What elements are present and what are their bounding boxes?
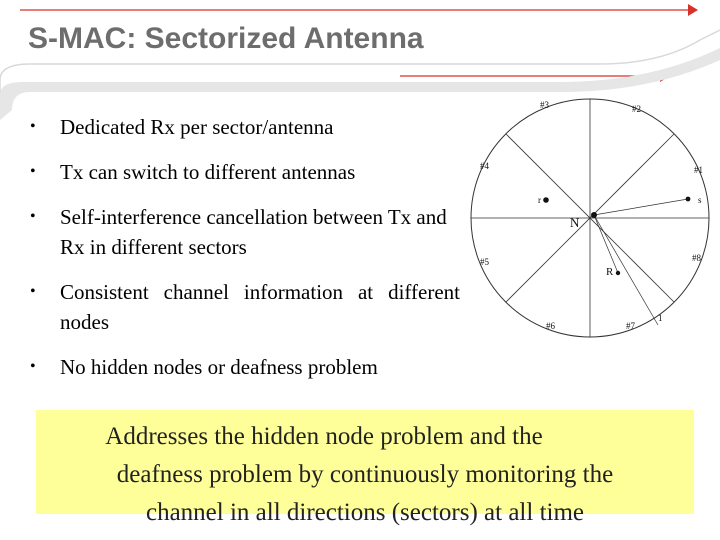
bullet-list	[30, 112, 460, 382]
signal-line	[594, 215, 658, 325]
sector-label-6: #6	[546, 321, 555, 331]
bullet-text: No hidden nodes or deafness problem	[60, 355, 378, 379]
bullet-item	[30, 352, 460, 382]
bullet-text: Self-interference cancellation between Tx and Rx in different sectors	[60, 205, 447, 259]
sector-label-3: #3	[540, 100, 549, 110]
bullet-dot: •	[30, 208, 36, 225]
label-1: 1	[658, 313, 663, 323]
node-n-dot	[591, 212, 597, 218]
bullet-text: Dedicated Rx per sector/antenna	[60, 115, 334, 139]
sector-label-8: #8	[692, 253, 701, 263]
summary-callout	[36, 410, 694, 526]
slide-title: S-MAC: Sectorized Antenna	[28, 22, 424, 55]
signal-line	[594, 215, 618, 273]
bullet-item	[30, 112, 460, 142]
header-red-arrow-top	[688, 4, 698, 16]
node-n-label: N	[570, 215, 580, 230]
node-rx-dot	[616, 271, 620, 275]
sector-label-2: #2	[632, 104, 641, 114]
bullet-item	[30, 202, 460, 262]
signal-line	[594, 199, 688, 215]
sector-label-4: #4	[480, 161, 489, 171]
bullet-dot: •	[30, 163, 36, 180]
callout-line: channel in all directions (sectors) at all time	[145, 499, 585, 526]
sectorized-antenna-diagram	[460, 95, 718, 350]
bullet-text: Consistent channel information at different nodes	[60, 280, 460, 334]
bullet-dot: •	[30, 118, 36, 135]
callout-line: Addresses the hidden node problem and the	[105, 423, 543, 450]
callout-line: deafness problem by continuously monitoring the	[116, 461, 614, 488]
bullet-dot: •	[30, 358, 36, 375]
node-r-dot	[543, 197, 549, 203]
sector-label-7: #7	[626, 321, 635, 331]
bullet-item	[30, 277, 460, 337]
node-r-label: r	[538, 195, 541, 205]
node-s-dot	[686, 197, 691, 202]
bullet-text: Tx can switch to different antennas	[60, 160, 356, 184]
sector-label-1: #1	[694, 165, 703, 175]
bullet-dot: •	[30, 283, 36, 300]
node-rx-label: R	[606, 266, 614, 278]
bullet-item	[30, 157, 460, 187]
node-s-label: s	[698, 195, 702, 205]
sector-label-5: #5	[480, 257, 489, 267]
